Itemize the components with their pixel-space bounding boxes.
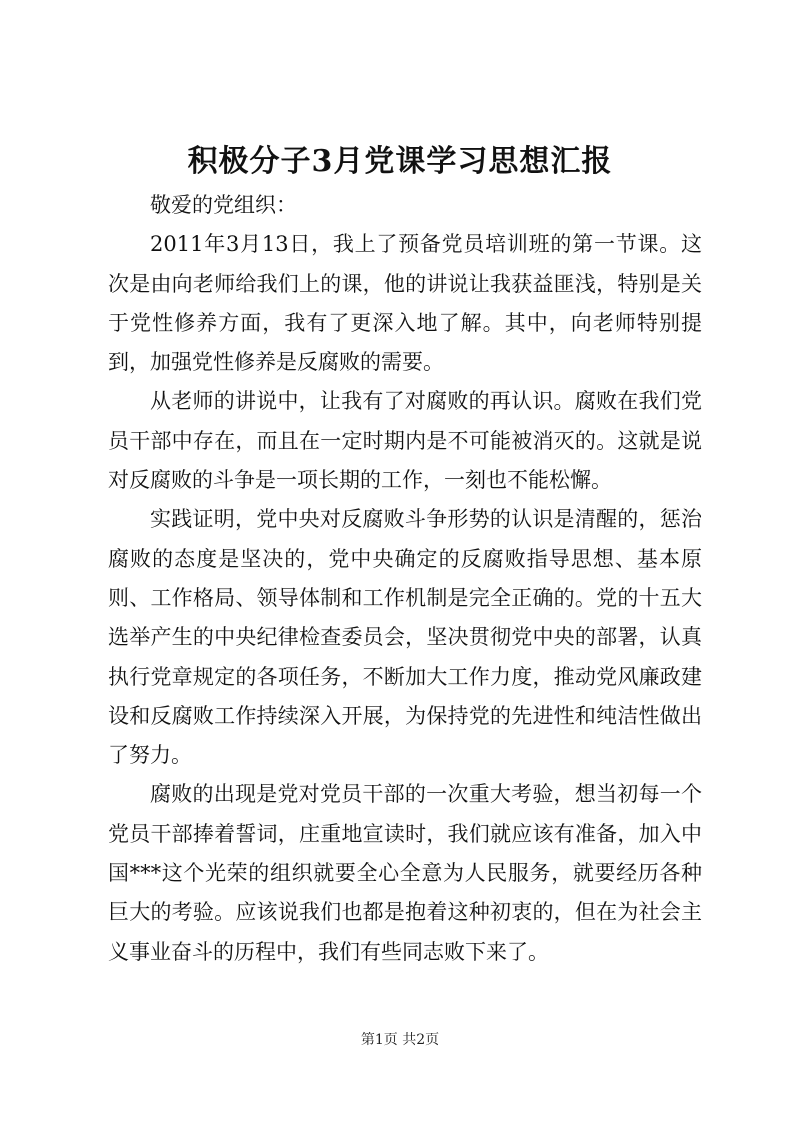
paragraph-2: 从老师的讲说中，让我有了对腐败的再认识。腐败在我们党员干部中存在，而且在一定时期内是不可能被消灭的。这就是说对反腐败的斗争是一项长期的工作，一刻也不能松懈。 bbox=[108, 389, 702, 493]
paragraph-4: 腐败的出现是党对党员干部的一次重大考验，想当初每一个党员干部捧着誓词，庄重地宣读时，我们就应该有准备，加入中国***这个光荣的组织就要全心全意为人民服务，就要经历各种巨大的考验。应该说我们也都是抱着这种初衷的，但在为社会主义事业奋斗的历程中，我们有些同志败下来了。 bbox=[108, 782, 702, 964]
paragraph-1: 2011年3月13日，我上了预备党员培训班的第一节课。这次是由向老师给我们上的课，他的讲说让我获益匪浅，特别是关于党性修养方面，我有了更深入地了解。其中，向老师特别提到，加强党性修养是反腐败的需要。 bbox=[108, 232, 702, 375]
document-body bbox=[108, 186, 702, 972]
document-title: 积极分子3月党课学习思想汇报 bbox=[187, 144, 613, 179]
paragraph-3: 实践证明，党中央对反腐败斗争形势的认识是清醒的，惩治腐败的态度是坚决的，党中央确定的反腐败指导思想、基本原则、工作格局、领导体制和工作机制是完全正确的。党的十五大选举产生的中央纪律检查委员会，坚决贯彻党中央的部署，认真执行党章规定的各项任务，不断加大工作力度，推动党风廉政建设和反腐败工作持续深入开展，为保持党的先进性和纯洁性做出了努力。 bbox=[108, 507, 702, 768]
page-footer: 第1页 共2页 bbox=[360, 1032, 440, 1048]
salutation: 敬爱的党组织： bbox=[150, 193, 297, 217]
